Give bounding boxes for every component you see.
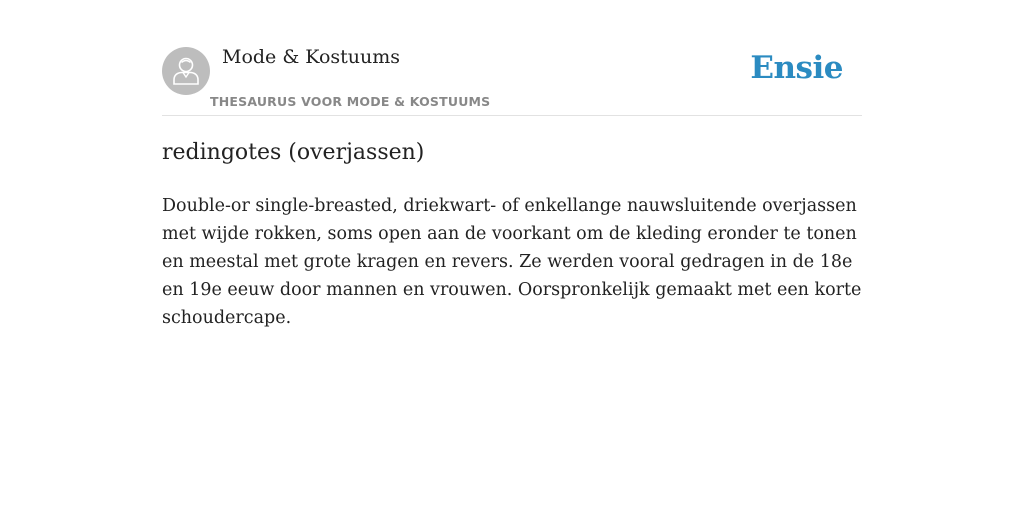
author-avatar[interactable] bbox=[162, 47, 210, 95]
thesaurus-link[interactable]: THESAURUS VOOR MODE & KOSTUUMS bbox=[210, 94, 491, 109]
ensie-logo[interactable]: Ensie bbox=[750, 50, 843, 86]
user-silhouette-icon bbox=[172, 56, 200, 86]
author-name-link[interactable]: Mode & Kostuums bbox=[222, 46, 401, 68]
entry-card bbox=[162, 0, 862, 512]
entry-definition: Double-or single-breasted, driekwart- of enkellange nauwsluitende overjassen met wijde rokken, soms open aan de voorkant om de kleding eronder te tonen en meestal met grote kragen en revers. Ze werden vooral gedragen in de 18e en 19e eeuw door mannen en vrouwen. Oorspronkelijk gemaakt met een korte schoudercape. bbox=[162, 196, 862, 328]
entry-header bbox=[162, 0, 862, 116]
entry-term: redingotes (overjassen) bbox=[162, 140, 425, 165]
